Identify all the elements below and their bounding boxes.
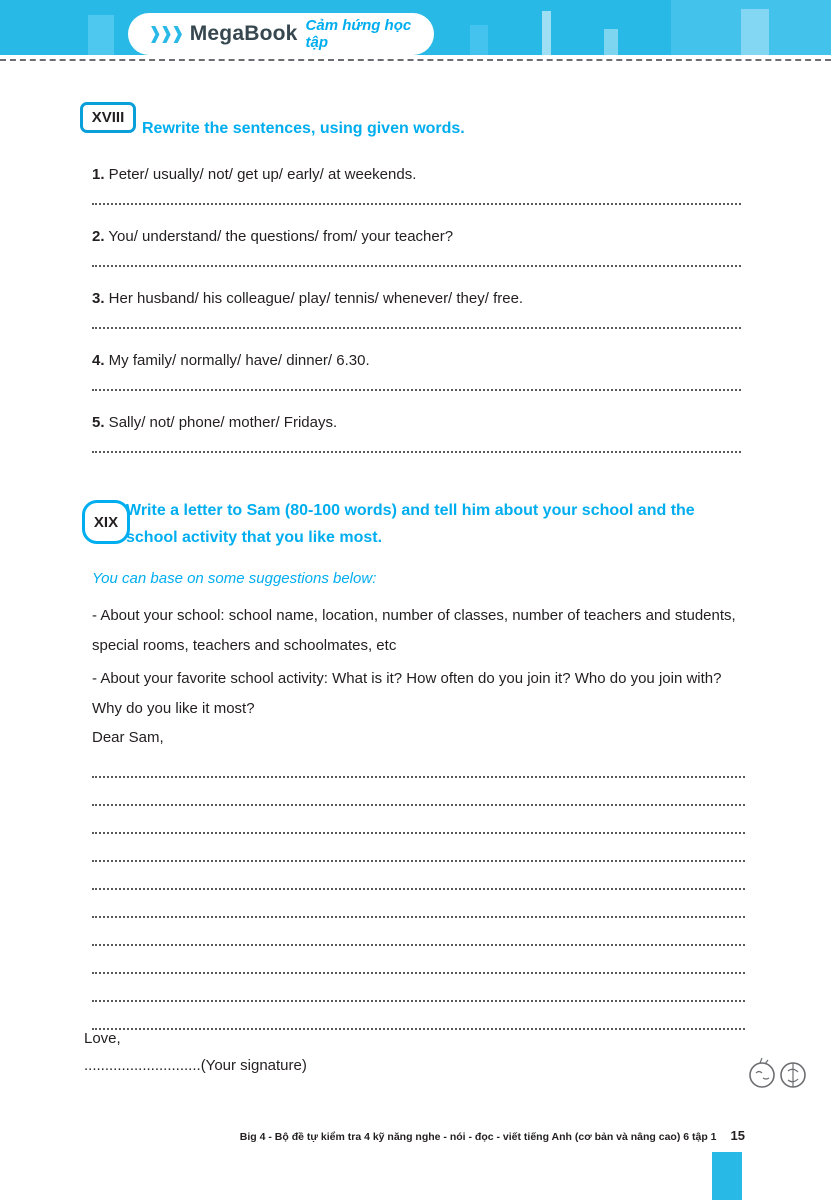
item-number: 4. bbox=[92, 352, 105, 369]
letter-writing-lines bbox=[92, 750, 745, 1030]
page-corner-tab bbox=[712, 1152, 742, 1200]
answer-line bbox=[92, 373, 741, 391]
skyline-building bbox=[470, 25, 488, 55]
item-text: You/ understand/ the questions/ from/ your teacher? bbox=[104, 228, 454, 245]
doodle-icons bbox=[748, 1056, 810, 1095]
letter-salutation: Dear Sam, bbox=[92, 729, 164, 746]
item-prompt bbox=[92, 225, 741, 249]
landmark-silhouette-icon bbox=[741, 9, 769, 55]
exercise-18-badge: XVIII bbox=[80, 102, 136, 133]
item-number: 5. bbox=[92, 414, 105, 431]
brand-logo bbox=[128, 13, 434, 55]
answer-line bbox=[92, 918, 745, 946]
signature-line: ............................(Your signature) bbox=[84, 1057, 307, 1074]
answer-line bbox=[92, 1002, 745, 1030]
suggestion-item: - About your favorite school activity: What is it? How often do you join it? Who do you join with? Why do you like it most? bbox=[92, 670, 722, 717]
item-text: My family/ normally/ have/ dinner/ 6.30. bbox=[104, 352, 370, 369]
exercise-18-title: Rewrite the sentences, using given words. bbox=[142, 120, 465, 137]
exercise-19-badge: XIX bbox=[82, 500, 130, 544]
answer-line bbox=[92, 806, 745, 834]
brand-tagline: Cảm hứng học tập bbox=[305, 17, 412, 51]
exercise-18-items bbox=[92, 163, 741, 473]
answer-line bbox=[92, 778, 745, 806]
chevrons-icon: ❱❱❱ bbox=[148, 24, 182, 43]
footer bbox=[92, 1128, 745, 1143]
item-text: Peter/ usually/ not/ get up/ early/ at weekends. bbox=[104, 166, 417, 183]
answer-line bbox=[92, 862, 745, 890]
brand-name: MegaBook bbox=[189, 22, 298, 45]
item-text: Her husband/ his colleague/ play/ tennis/ whenever/ they/ free. bbox=[104, 290, 524, 307]
item-prompt bbox=[92, 287, 741, 311]
answer-line bbox=[92, 750, 745, 778]
skyline-building bbox=[88, 15, 114, 55]
suggestions-intro: You can base on some suggestions below: bbox=[92, 570, 377, 587]
page-number: 15 bbox=[730, 1128, 745, 1143]
item-prompt bbox=[92, 349, 741, 373]
answer-line bbox=[92, 249, 741, 267]
answer-line bbox=[92, 187, 741, 205]
skyline-building bbox=[604, 29, 618, 55]
item-text: Sally/ not/ phone/ mother/ Fridays. bbox=[104, 414, 338, 431]
footer-text: Big 4 - Bộ đề tự kiểm tra 4 kỹ năng nghe - nói - đọc - viết tiếng Anh (cơ bản và nâng cao) 6 tập 1 bbox=[239, 1131, 717, 1143]
item-number: 3. bbox=[92, 290, 105, 307]
answer-line bbox=[92, 834, 745, 862]
landmark-silhouette-icon bbox=[542, 11, 551, 55]
exercise-item bbox=[92, 163, 741, 205]
letter-closing: Love, bbox=[84, 1030, 121, 1047]
suggestion-item: - About your school: school name, location, number of classes, number of teachers and students, special rooms, teachers and schoolmates, etc bbox=[92, 607, 736, 654]
exercise-item bbox=[92, 349, 741, 391]
answer-line bbox=[92, 890, 745, 918]
answer-line bbox=[92, 946, 745, 974]
header-divider bbox=[0, 59, 831, 61]
answer-line bbox=[92, 974, 745, 1002]
item-number: 1. bbox=[92, 166, 105, 183]
doodle-faces-icon bbox=[748, 1056, 810, 1090]
header-banner bbox=[0, 0, 831, 55]
exercise-19-title: Write a letter to Sam (80-100 words) and tell him about your school and the school activity that you like most. bbox=[126, 502, 695, 546]
exercise-item bbox=[92, 225, 741, 267]
item-prompt bbox=[92, 411, 741, 435]
item-prompt bbox=[92, 163, 741, 187]
exercise-item bbox=[92, 287, 741, 329]
exercise-item bbox=[92, 411, 741, 453]
item-number: 2. bbox=[92, 228, 105, 245]
answer-line bbox=[92, 311, 741, 329]
answer-line bbox=[92, 435, 741, 453]
